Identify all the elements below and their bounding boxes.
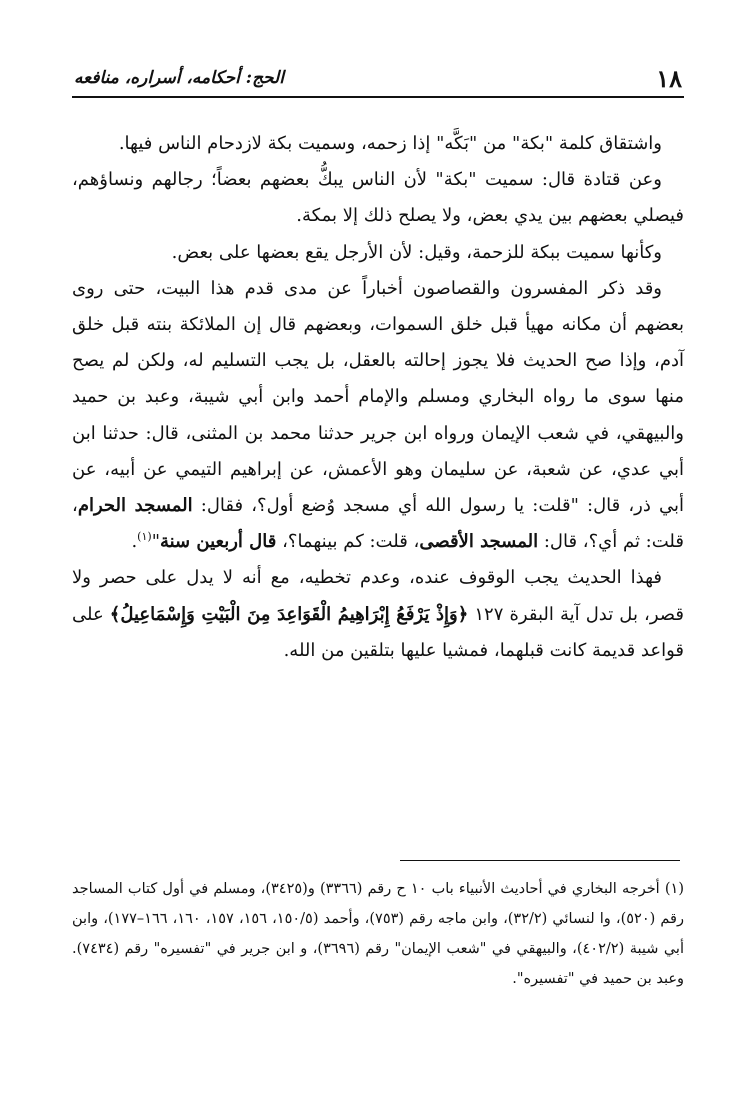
paragraph-2: وعن قتادة قال: سميت "بكة" لأن الناس يبكُّ بعضهم بعضاً؛ رجالهم ونساؤهم، فيصلي بعضهم بين يدي بعض، ولا يصلح ذلك إلا بمكة.	[72, 169, 684, 227]
bold-phrase-masjid-haram: المسجد الحرام	[77, 495, 193, 517]
paragraph-4-text: وقد ذكر المفسرون والقصاصون أخباراً عن مدى قدم هذا البيت، حتى روى بعضهم أن مكانه مهيأ قبل خلق السموات، وبعضهم قال إن الملائكة بنته قبل خلق آدم، وإذا صح الحديث فلا يجوز إحالته بالعقل، بل يجب التسليم له، ولكن لم يصح منها سوى ما رواه البخاري ومسلم والإمام أحمد وابن أبي شيبة، وعبد بن حميد والبيهقي، في شعب الإيمان ورواه ابن جرير حدثنا محمد بن المثنى، قال: حدثنا ابن أبي عدي، عن شعبة، عن سليمان وهو الأعمش، عن إبراهيم التيمي عن أبيه، عن أبي ذر، قال: "قلت: يا رسول الله أي مسجد وُضع أول؟، فقال:	[72, 277, 684, 517]
paragraph-5-text: فهذا الحديث يجب الوقوف عنده، وعدم تخطيه، مع أنه لا يدل على حصر ولا قصر، بل تدل آية البقرة ١٢٧	[72, 567, 684, 625]
running-head: الحج: أحكامه، أسراره، منافعه	[74, 68, 284, 88]
paragraph-4-mid: ، قلت: ثم أي؟، قال:	[72, 495, 684, 553]
bold-phrase-forty-years: قال أربعين سنة	[159, 531, 277, 553]
paragraph-4-mid2: ، قلت: كم بينهما؟،	[276, 531, 420, 553]
paragraph-4	[72, 271, 684, 561]
quran-verse: ﴿وَإِذْ يَرْفَعُ إِبْرَاهِيمُ الْقَوَاعِدَ مِنَ الْبَيْتِ وَإِسْمَاعِيلُ﴾	[109, 603, 469, 625]
paragraph-3: وكأنها سميت ببكة للزحمة، وقيل: لأن الأرجل يقع بعضها على بعض.	[171, 241, 662, 263]
footnote-separator	[400, 860, 680, 861]
paragraph-5	[72, 560, 684, 669]
page-number: ١٨	[656, 64, 682, 93]
body-text	[72, 126, 684, 669]
footnote-1: (١) أخرجه البخاري في أحاديث الأنبياء باب ١٠ ح رقم (٣٣٦٦) و(٣٤٢٥)، ومسلم في أول كتاب المساجد رقم (٥٢٠)، وا لنسائي (٣٢/٢)، وابن ماجه رقم (٧٥٣)، وأحمد (١٥٠/٥، ١٥٦، ١٥٧، ١٦٠، ١٦٦–١٧٧)، وابن أبي شيبة (٤٠٢/٢)، والبيهقي في "شعب الإيمان" رقم (٣٦٩٦)، و ابن جرير في "تفسيره" رقم (٧٤٣٤). وعبد بن حميد في "تفسيره".	[72, 881, 684, 987]
paragraph-4-end: "	[151, 531, 160, 553]
paragraph-4-dot: .	[131, 531, 138, 553]
footnote-reference[interactable]: (١)	[137, 530, 152, 544]
paragraph-5-end: على قواعد قديمة كانت قبلهما، فمشيا عليها بتلقين من الله.	[72, 603, 684, 661]
page-header	[72, 60, 684, 98]
footnotes	[72, 874, 684, 994]
bold-phrase-masjid-aqsa: المسجد الأقصى	[419, 531, 539, 553]
paragraph-1: واشتقاق كلمة "بكة" من "بَكَّه" إذا زحمه، وسميت بكة لازدحام الناس فيها.	[118, 133, 662, 154]
